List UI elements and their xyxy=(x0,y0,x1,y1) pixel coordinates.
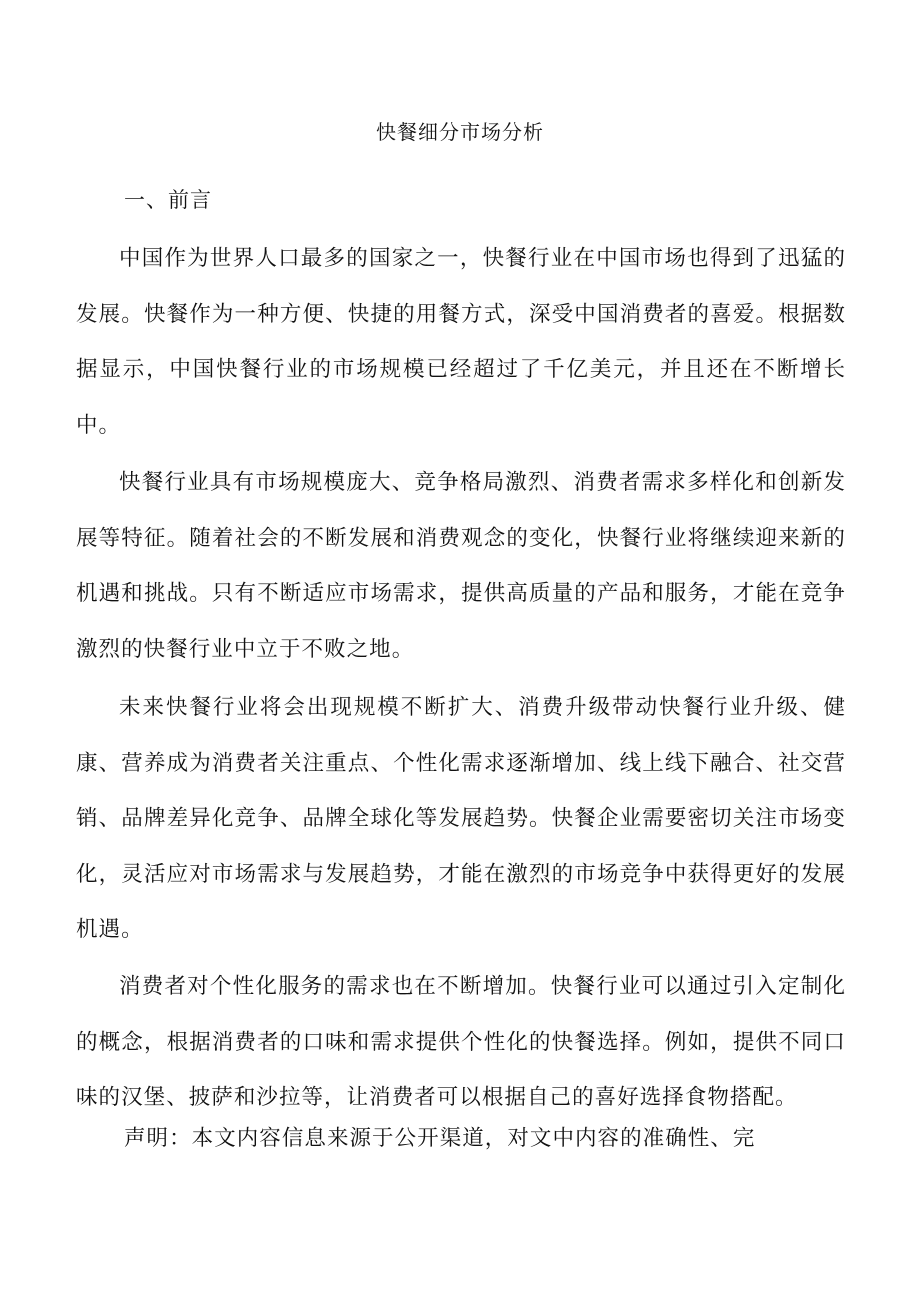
section-heading: 一、前言 xyxy=(124,188,212,212)
paragraph: 中国作为世界人口最多的国家之一，快餐行业在中国市场也得到了迅猛的发展。快餐作为一种方便、快捷的用餐方式，深受中国消费者的喜爱。根据数据显示，中国快餐行业的市场规模已经超过了千亿美元，并且还在不断增长中。 xyxy=(76,246,846,438)
paragraph: 未来快餐行业将会出现规模不断扩大、消费升级带动快餐行业升级、健康、营养成为消费者关注重点、个性化需求逐渐增加、线上线下融合、社交营销、品牌差异化竞争、品牌全球化等发展趋势。快餐企业需要密切关注市场变化，灵活应对市场需求与发展趋势，才能在激烈的市场竞争中获得更好的发展机遇。 xyxy=(76,695,846,942)
disclaimer-statement: 声明：本文内容信息来源于公开渠道，对文中内容的准确性、完 xyxy=(124,1126,756,1151)
paragraph: 消费者对个性化服务的需求也在不断增加。快餐行业可以通过引入定制化的概念，根据消费者的口味和需求提供个性化的快餐选择。例如，提供不同口味的汉堡、披萨和沙拉等，让消费者可以根据自己的喜好选择食物搭配。 xyxy=(76,974,846,1110)
paragraph: 快餐行业具有市场规模庞大、竞争格局激烈、消费者需求多样化和创新发展等特征。随着社会的不断发展和消费观念的变化，快餐行业将继续迎来新的机遇和挑战。只有不断适应市场需求，提供高质量的产品和服务，才能在竞争激烈的快餐行业中立于不败之地。 xyxy=(76,470,846,662)
document-title: 快餐细分市场分析 xyxy=(376,120,544,144)
